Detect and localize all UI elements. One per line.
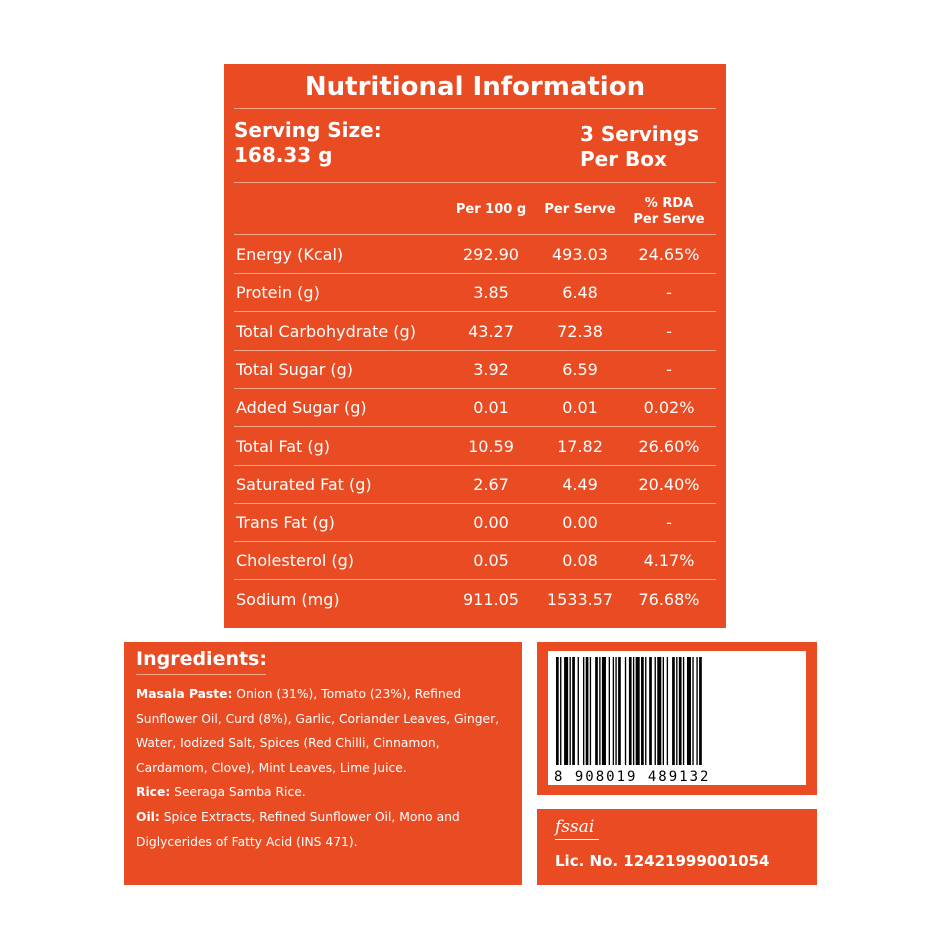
table-row [234, 542, 716, 580]
value-rda: 20.40% [638, 474, 700, 494]
barcode-bar [615, 657, 616, 765]
table-row [234, 313, 716, 351]
value-per-serve: 6.59 [562, 359, 598, 379]
barcode-bar [645, 657, 646, 765]
barcode-bar [649, 657, 652, 765]
barcode-bar [564, 657, 568, 765]
barcode-bar [578, 657, 579, 765]
nutrient-name: Total Carbohydrate (g) [236, 321, 416, 341]
value-rda: 0.02% [643, 398, 695, 418]
divider [234, 182, 716, 183]
barcode-bars [556, 657, 798, 769]
servings-line2: Per Box [580, 147, 667, 171]
value-per-serve: 17.82 [557, 436, 603, 456]
col-header-per-serve: Per Serve [544, 202, 616, 217]
barcode-bar [595, 657, 598, 765]
barcode-bar [692, 657, 693, 765]
value-per100: 3.92 [473, 359, 509, 379]
table-row [234, 274, 716, 312]
nutrient-name: Added Sugar (g) [236, 398, 367, 418]
nutrient-name: Trans Fat (g) [236, 513, 335, 533]
table-row [234, 389, 716, 427]
barcode-bar [599, 657, 600, 765]
barcode-bar [676, 657, 677, 765]
barcode-panel [537, 642, 817, 795]
table-row [234, 466, 716, 504]
barcode-bar [570, 657, 571, 765]
barcode-bar [602, 657, 606, 765]
value-rda: 76.68% [638, 589, 700, 609]
barcode-bar [636, 657, 640, 765]
value-per-serve: 6.48 [562, 283, 598, 303]
serving-size-label: Serving Size: [234, 118, 382, 142]
nutrient-name: Protein (g) [236, 283, 320, 303]
value-rda: 4.17% [643, 551, 695, 571]
ingredients-panel [124, 642, 522, 885]
barcode-bar [679, 657, 682, 765]
divider [136, 674, 266, 675]
barcode-bar [655, 657, 656, 765]
barcode-bar [583, 657, 584, 765]
nutrient-name: Total Sugar (g) [236, 359, 354, 379]
nutrition-panel [224, 64, 726, 628]
barcode-bar [687, 657, 691, 765]
table-row [234, 581, 716, 619]
masala-text: Onion (31%), Tomato (23%), Refined Sunflower Oil, Curd (8%), Garlic, Coriander Leaves, Ginger, Water, Iodized Salt, Spices (Red Chilli, Cinnamon, Cardamom, Clove), Mint Leaves, Lime Juice. [136, 687, 500, 775]
table-row [234, 351, 716, 389]
barcode-bar [629, 657, 632, 765]
oil-label: Oil: [136, 809, 160, 824]
nutrient-name: Cholesterol (g) [236, 551, 355, 571]
col-header-per100: Per 100 g [455, 202, 527, 217]
serving-size [234, 118, 382, 168]
barcode-bar [618, 657, 621, 765]
value-rda: - [666, 283, 672, 303]
value-per100: 0.00 [473, 513, 509, 533]
fssai-logo: fssai [555, 817, 595, 837]
barcode-bar [625, 657, 626, 765]
oil-text: Spice Extracts, Refined Sunflower Oil, Mono and Diglycerides of Fatty Acid (INS 471). [136, 809, 460, 849]
rice-text: Seeraga Samba Rice. [170, 785, 306, 800]
divider [234, 108, 716, 109]
masala-label: Masala Paste: [136, 687, 233, 701]
value-per-serve: 1533.57 [546, 589, 614, 609]
nutrient-name: Sodium (mg) [236, 589, 340, 609]
ingredients-title: Ingredients: [136, 648, 267, 670]
value-per100: 292.90 [463, 245, 519, 264]
value-rda: 24.65% [638, 245, 700, 264]
value-per100: 0.01 [473, 398, 509, 418]
value-per-serve: 0.01 [562, 398, 598, 418]
value-per100: 2.67 [473, 474, 509, 494]
ingredients-text [136, 682, 508, 854]
barcode-bar [699, 657, 702, 765]
nutrient-name: Energy (Kcal) [236, 245, 344, 264]
servings-line1: 3 Servings [580, 122, 700, 146]
barcode-bar [590, 657, 591, 765]
value-per100: 3.85 [473, 283, 509, 303]
ingredient-oil [136, 805, 508, 854]
table-row [234, 428, 716, 466]
value-per100: 43.27 [468, 321, 514, 341]
barcode-bar [672, 657, 675, 765]
license-panel [537, 809, 817, 885]
barcode-bar [560, 657, 561, 765]
col-header-rda [619, 196, 719, 228]
value-rda: - [666, 513, 672, 533]
value-per-serve: 4.49 [562, 474, 598, 494]
value-rda: 26.60% [638, 436, 700, 456]
license-number: Lic. No. 12421999001054 [555, 852, 770, 870]
ingredient-rice [136, 780, 508, 805]
ingredient-masala [136, 682, 508, 780]
barcode-bar [683, 657, 684, 765]
barcode-number: 8 908019 489132 [554, 769, 711, 785]
value-rda: - [666, 359, 672, 379]
barcode-bar [641, 657, 644, 765]
barcode-bar [572, 657, 575, 765]
table-row [234, 504, 716, 542]
serving-size-value: 168.33 g [234, 143, 333, 167]
barcode-box [548, 651, 806, 785]
value-per100: 10.59 [468, 436, 514, 456]
barcode-bar [663, 657, 664, 765]
barcode-bar [586, 657, 589, 765]
value-per-serve: 0.08 [562, 551, 598, 571]
value-per-serve: 0.00 [562, 513, 598, 533]
divider [234, 234, 716, 235]
barcode-bar [667, 657, 668, 765]
nutrition-title: Nutritional Information [304, 72, 646, 102]
rice-label: Rice: [136, 785, 171, 800]
value-rda: - [666, 321, 672, 341]
value-per100: 911.05 [463, 589, 519, 609]
barcode-bar [696, 657, 697, 765]
rda-line1: % RDA [644, 196, 694, 211]
table-row [234, 236, 716, 274]
fssai-logo-underline [555, 839, 599, 840]
barcode-bar [613, 657, 614, 765]
nutrient-name: Total Fat (g) [236, 436, 330, 456]
value-per-serve: 493.03 [552, 245, 608, 264]
rda-line2: Per Serve [633, 212, 705, 227]
barcode-bar [657, 657, 661, 765]
barcode-bar [609, 657, 610, 765]
barcode-bar [633, 657, 634, 765]
servings-per-box [580, 122, 699, 172]
value-per-serve: 72.38 [557, 321, 603, 341]
value-per100: 0.05 [473, 551, 509, 571]
nutrient-name: Saturated Fat (g) [236, 474, 372, 494]
barcode-bar [556, 657, 559, 765]
